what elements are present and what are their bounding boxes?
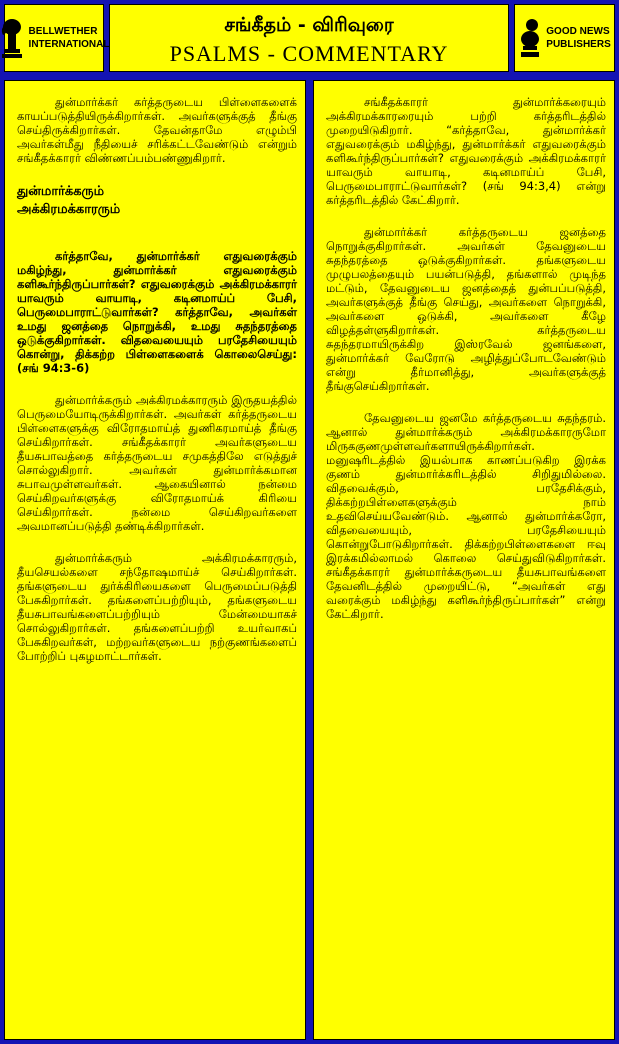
- lamb-logo-icon: [518, 15, 542, 61]
- right-paragraph-3: தேவனுடைய ஜனமே கர்த்தருடைய சுதந்தரம். ஆனால் துன்மார்க்கரும் அக்கிரமக்காரருமோ மிருககுணமுள்ளவர்களாயிருக்கிறார்கள். மனுஷரிடத்தில் இயல்பாக காணப்படுகிற இரக்க குணம் துன்மார்க்கரிடத்தில் சிறிதுமில்லை. விதவைக்கும், பரதேசிக்கும், திக்கற்றபிள்ளைகளுக்கும் நாம் உதவிசெய்யவேண்டும். ஆனால் துன்மார்க்கரோ, விதவையையும், பரதேசியையும் கொன்றுபோடுகிறார்கள். திக்கற்றபிள்ளைகளை ஈவு இரக்கமில்லாமல் கொலை செய்துவிடுகிறார்கள். சங்கீதக்காரர் துன்மார்க்கருடைய தீயசுபாவங்களை தேவனிடத்தில் முறையிட்டு, “அவர்கள் எது வரைக்கும் மகிழ்ந்து களிகூர்ந்திருப்பார்கள்” என்று கேட்கிறார்.: [326, 411, 606, 621]
- left-paragraph-2: துன்மார்க்கரும் அக்கிரமக்காரரும் இருதயத்தில் பெருமையோடிருக்கிறார்கள். அவர்கள் கர்த்தருடைய பிள்ளைகளுக்கு விரோதமாய்த் துணிகரமாய்த் தீங்கு செய்கிறார்கள். சங்கீதக்காரர் அவர்களுடைய தீயசுபாவத்தை கர்த்தருடைய சமுகத்திலே எடுத்துச் சொல்லுகிறார். அவர்கள் துன்மார்க்கமான சுபாவமுள்ளவர்கள். ஆகையினால் நன்மை செய்கிறவர்களுக்கு விரோதமாய்க் கிரியை செய்கிறார்கள். நன்மை செய்கிறவர்களை அவமானப்படுத்தி தண்டிக்கிறார்கள்.: [17, 393, 297, 533]
- left-paragraph-3: துன்மார்க்கரும் அக்கிரமக்காரரும், தீயசெயல்களை சந்தோஷமாய்ச் செய்கிறார்கள். தங்களுடைய துர்க்கிரியைகளை பெருமைப்படுத்தி பேசுகிறார்கள். தங்களைப்பற்றியும், தங்களுடைய தீயசுபாவங்களைப்பற்றியும் மேன்மையாகச் சொல்லுகிறார்கள். தங்களைப்பற்றி உயர்வாகப் பேசுகிறவர்கள், மற்றவர்களுடைய நற்குணங்களைப் போற்றிப் புகழமாட்டார்கள்.: [17, 551, 297, 663]
- right-column: [313, 80, 615, 1040]
- page-title-english: PSALMS - COMMENTARY: [169, 41, 449, 66]
- ram-logo-icon: [0, 15, 25, 61]
- title-panel: [109, 4, 509, 72]
- left-column: [4, 80, 306, 1040]
- bellwether-logo: [4, 4, 110, 72]
- section-heading: [17, 183, 297, 219]
- page-title-tamil: சங்கீதம் - விரிவுரை: [224, 14, 394, 36]
- scripture-verse: கர்த்தாவே, துன்மார்க்கர் எதுவரைக்கும் மகிழ்ந்து, துன்மார்க்கர் எதுவரைக்கும் களிகூர்ந்திருப்பார்கள்? எதுவரைக்கும் அக்கிரமக்காரர் யாவரும் வாயாடி, கடினமாய்ப் பேசி, பெருமைபாராட்டுவார்கள்? கர்த்தாவே, அவர்கள் உமது ஜனத்தை நொறுக்கி, உமது சுதந்தரத்தை ஒடுக்குகிறார்கள். விதவையையும் பரதேசியையும் கொன்று, திக்கற்ற பிள்ளைகளைக் கொலைசெய்து: (சங் 94:3-6): [17, 249, 297, 375]
- section-heading-line2: அக்கிரமக்காரரும்: [17, 202, 121, 217]
- right-logo-line2: PUBLISHERS: [546, 39, 611, 50]
- left-logo-line2: INTERNATIONAL: [28, 39, 110, 50]
- right-paragraph-1: சங்கீதக்காரர் துன்மார்க்கரையும் அக்கிரமக்காரரையும் பற்றி கர்த்தரிடத்தில் முறையிடுகிறார். “கர்த்தாவே, துன்மார்க்கர் எதுவரைக்கும் மகிழ்ந்து, துன்மார்க்கர் எதுவரைக்கும் களிகூர்ந்திருப்பார்கள்? எதுவரைக்கும் அக்கிரமக்காரர் யாவரும் வாயாடி, கடினமாய்ப் பேசி, பெருமைபாராட்டுவார்கள்? (சங் 94:3,4) என்று கர்த்தரிடத்தில் கேட்கிறார்.: [326, 95, 606, 207]
- left-paragraph-1: துன்மார்க்கர் கர்த்தருடைய பிள்ளைகளைக் காயப்படுத்தியிருக்கிறார்கள். அவர்களுக்குத் தீங்கு செய்திருக்கிறார்கள். தேவன்தாமே எழும்பி அவர்கள்மீது நீதியைச் சரிக்கட்டவேண்டும் என்றும் சங்கீதக்காரர் விண்ணப்பம்பண்ணுகிறார்.: [17, 95, 297, 165]
- good-news-logo: [514, 4, 615, 72]
- section-heading-line1: துன்மார்க்கரும்: [17, 184, 105, 199]
- right-paragraph-2: துன்மார்க்கர் கர்த்தருடைய ஜனத்தை நொறுக்குகிறார்கள். அவர்கள் தேவனுடைய சுதந்தரத்தை ஒடுக்குகிறார்கள். தங்களுடைய முழுபலத்தையும் பயன்படுத்தி, தங்களால் முடிந்த மட்டும், தேவனுடைய ஜனத்தைத் துன்பப்படுத்தி, அவர்களுக்குத் தீங்கு செய்து, அவர்களை நொறுக்கி, அவர்களை ஒடுக்கி, அவர்களை கீழே விழத்தள்ளுகிறார்கள். கர்த்தருடைய சுதந்தரமாயிருக்கிற இஸ்ரவேல் ஜனங்களை, துன்மார்க்கர் வேரோடு அழித்துப்போடவேண்டும் என்று தீர்மானித்து, அவர்களுக்குத் தீங்குசெய்கிறார்கள்.: [326, 225, 606, 393]
- left-logo-line1: BELLWETHER: [28, 26, 98, 37]
- right-logo-line1: GOOD NEWS: [546, 26, 610, 37]
